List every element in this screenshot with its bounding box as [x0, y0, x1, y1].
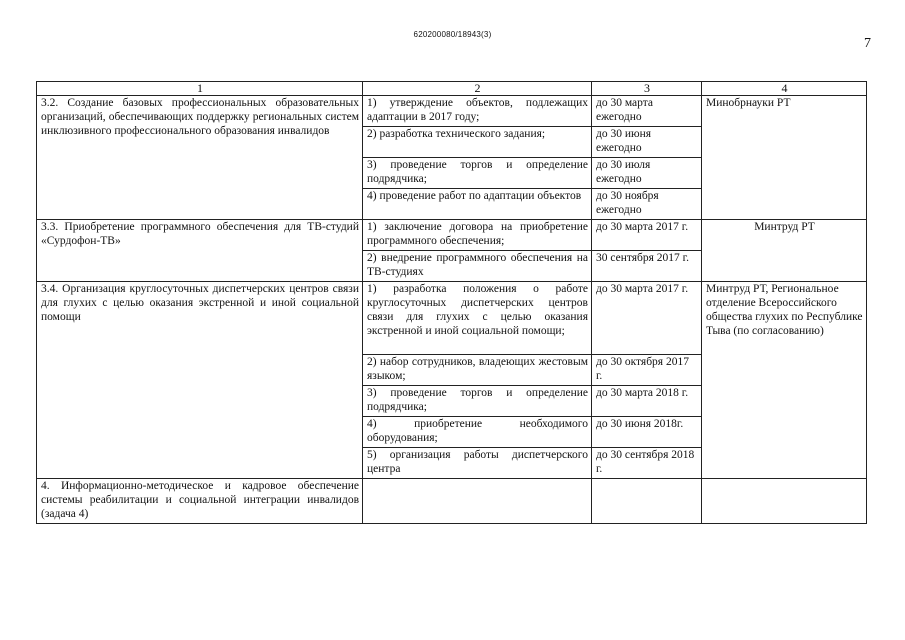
- action-cell: 5) организация работы диспетчерского центра: [363, 448, 592, 479]
- plan-table: [36, 81, 867, 524]
- term-cell: 30 сентября 2017 г.: [592, 251, 702, 282]
- task-cell: 3.3. Приобретение программного обеспечения для ТВ-студий «Сурдофон-ТВ»: [37, 220, 363, 282]
- task-cell: 4. Информационно-методическое и кадровое обеспечение системы реабилитации и социальной интеграции инвалидов (задача 4): [37, 479, 363, 524]
- term-cell: до 30 октября 2017 г.: [592, 355, 702, 386]
- term-cell: до 30 марта ежегодно: [592, 96, 702, 127]
- responsible-cell: Минтруд РТ, Региональное отделение Всероссийского общества глухих по Республике Тыва (по согласованию): [702, 282, 867, 479]
- action-cell: 1) заключение договора на приобретение программного обеспечения;: [363, 220, 592, 251]
- table-row: [37, 220, 867, 251]
- action-cell: 1) разработка положения о работе круглосуточных диспетчерских центров связи для глухих с целью оказания экстренной и иной социальной помощи;: [363, 282, 592, 355]
- term-cell: до 30 июня 2018г.: [592, 417, 702, 448]
- column-header: 2: [363, 82, 592, 96]
- document-code: 620200080/18943(3): [413, 30, 492, 39]
- action-cell: 4) приобретение необходимого оборудования;: [363, 417, 592, 448]
- action-cell: 1) утверждение объектов, подлежащих адаптации в 2017 году;: [363, 96, 592, 127]
- responsible-cell: Минтруд РТ: [702, 220, 867, 282]
- action-cell: [363, 479, 592, 524]
- column-header: 3: [592, 82, 702, 96]
- task-cell: 3.2. Создание базовых профессиональных образовательных организаций, обеспечивающих поддержку региональных систем инклюзивного профессионального образования инвалидов: [37, 96, 363, 220]
- term-cell: [592, 479, 702, 524]
- table-row: [37, 96, 867, 127]
- term-cell: до 30 марта 2018 г.: [592, 386, 702, 417]
- term-cell: до 30 марта 2017 г.: [592, 282, 702, 355]
- term-cell: до 30 сентября 2018 г.: [592, 448, 702, 479]
- action-cell: 3) проведение торгов и определение подрядчика;: [363, 386, 592, 417]
- action-cell: 2) набор сотрудников, владеющих жестовым языком;: [363, 355, 592, 386]
- action-cell: 3) проведение торгов и определение подрядчика;: [363, 158, 592, 189]
- table-header-row: [37, 82, 867, 96]
- term-cell: до 30 июля ежегодно: [592, 158, 702, 189]
- table-row: [37, 282, 867, 355]
- table-row: [37, 479, 867, 524]
- action-cell: 2) внедрение программного обеспечения на ТВ-студиях: [363, 251, 592, 282]
- term-cell: до 30 ноября ежегодно: [592, 189, 702, 220]
- task-cell: 3.4. Организация круглосуточных диспетчерских центров связи для глухих с целью оказания экстренной и иной социальной помощи: [37, 282, 363, 479]
- page-number: 7: [864, 36, 871, 51]
- column-header: 4: [702, 82, 867, 96]
- responsible-cell: [702, 479, 867, 524]
- column-header: 1: [37, 82, 363, 96]
- action-cell: 4) проведение работ по адаптации объектов: [363, 189, 592, 220]
- term-cell: до 30 июня ежегодно: [592, 127, 702, 158]
- responsible-cell: Минобрнауки РТ: [702, 96, 867, 220]
- action-cell: 2) разработка технического задания;: [363, 127, 592, 158]
- term-cell: до 30 марта 2017 г.: [592, 220, 702, 251]
